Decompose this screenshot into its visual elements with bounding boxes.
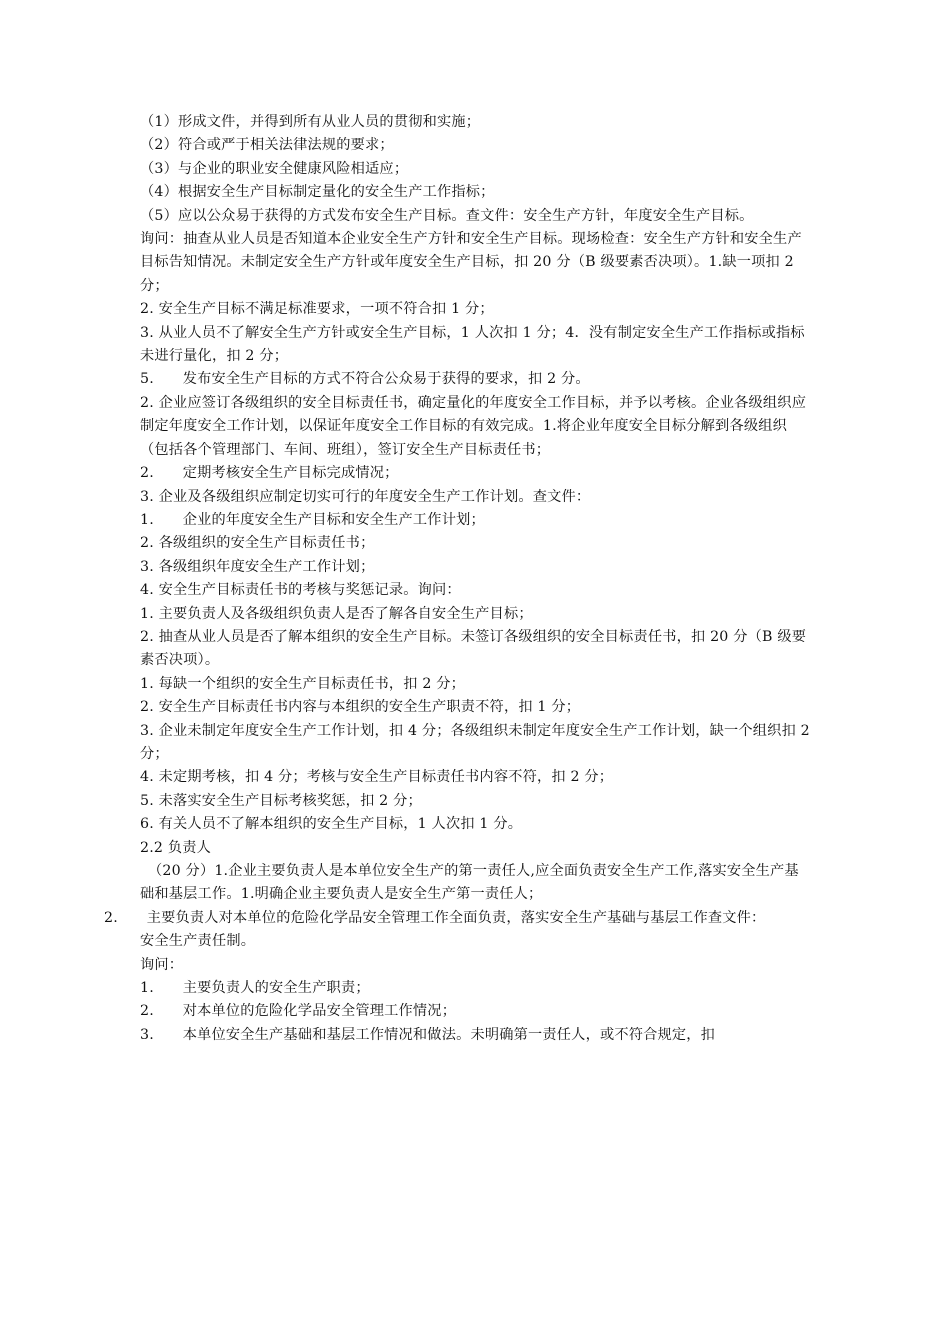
- text-line: 2. 各级组织的安全生产目标责任书；: [140, 535, 375, 552]
- text-line: 3. 本单位安全生产基础和基层工作情况和做法。未明确第一责任人，或不符合规定，扣: [140, 1026, 716, 1043]
- text-line: 3. 各级组织年度安全生产工作计划；: [140, 558, 375, 575]
- text-line: 1. 主要负责人及各级组织负责人是否了解各自安全生产目标；: [140, 605, 533, 622]
- text-line: 2. 企业应签订各级组织的安全目标责任书，确定量化的年度安全工作目标，并予以考核。企业各级组织应制定年度安全工作计划，以保证年度安全工作目标的有效完成。1.将企业年度安全目标分解到各级组织（包括各个管理部门、车间、班组），签订安全生产目标责任书；: [140, 394, 807, 458]
- text-line: 安全生产责任制。: [140, 933, 256, 950]
- text-line: 2. 对本单位的危险化学品安全管理工作情况；: [140, 1003, 457, 1020]
- text-line: （2）符合或严于相关法律法规的要求；: [140, 137, 394, 154]
- text-line: 1. 主要负责人的安全生产职责；: [140, 980, 370, 997]
- text-line: （4）根据安全生产目标制定量化的安全生产工作指标；: [140, 184, 495, 201]
- text-line: 5. 未落实安全生产目标考核奖惩，扣 2 分；: [140, 792, 422, 809]
- text-line: 4. 安全生产目标责任书的考核与奖惩记录。询问：: [140, 582, 461, 599]
- text-line: （20 分）1.企业主要负责人是本单位安全生产的第一责任人,应全面负责安全生产工作,落实安全生产基础和基层工作。1.明确企业主要负责人是安全生产第一责任人；: [140, 863, 799, 903]
- text-line: 5. 发布安全生产目标的方式不符合公众易于获得的要求，扣 2 分。: [140, 371, 590, 388]
- text-line: （3）与企业的职业安全健康风险相适应；: [140, 160, 409, 177]
- text-line: 2. 安全生产目标责任书内容与本组织的安全生产职责不符，扣 1 分；: [140, 699, 581, 716]
- text-line: 3. 企业及各级组织应制定切实可行的年度安全生产工作计划。查文件：: [140, 488, 591, 505]
- text-line: 2. 安全生产目标不满足标准要求，一项不符合扣 1 分；: [140, 301, 494, 318]
- text-line: 4. 未定期考核，扣 4 分；考核与安全生产目标责任书内容不符，扣 2 分；: [140, 769, 614, 786]
- text-line: 2. 主要负责人对本单位的危险化学品安全管理工作全面负责，落实安全生产基础与基层工作查文件：: [104, 909, 766, 926]
- section-heading: 2.2 负责人: [140, 839, 212, 856]
- text-line: 2. 抽查从业人员是否了解本组织的安全生产目标。未签订各级组织的安全目标责任书，扣 20 分（B 级要素否决项）。: [140, 628, 807, 669]
- text-line: （5）应以公众易于获得的方式发布安全生产目标。查文件：安全生产方针，年度安全生产目标。: [140, 207, 754, 224]
- text-line: 1. 每缺一个组织的安全生产目标责任书，扣 2 分；: [140, 675, 466, 692]
- text-line: 3. 企业未制定年度安全生产工作计划，扣 4 分；各级组织未制定年度安全生产工作计划，缺一个组织扣 2 分；: [140, 722, 810, 762]
- text-line: 6. 有关人员不了解本组织的安全生产目标，1 人次扣 1 分。: [140, 816, 523, 833]
- text-line: 1. 企业的年度安全生产目标和安全生产工作计划；: [140, 511, 485, 528]
- text-line: 询问：: [140, 956, 184, 973]
- text-line: 询问：抽查从业人员是否知道本企业安全生产方针和安全生产目标。现场检查：安全生产方针和安全生产目标告知情况。未制定安全生产方针或年度安全生产目标，扣 20 分（B 级要素否决项）。1.缺一项扣 2 分；: [140, 231, 802, 294]
- text-line: 2. 定期考核安全生产目标完成情况；: [140, 465, 399, 482]
- text-line: 3. 从业人员不了解安全生产方针或安全生产目标，1 人次扣 1 分；4．没有制定安全生产工作指标或指标未进行量化，扣 2 分；: [140, 324, 805, 365]
- document-body: [104, 111, 812, 1047]
- text-line: （1）形成文件，并得到所有从业人员的贯彻和实施；: [140, 114, 481, 130]
